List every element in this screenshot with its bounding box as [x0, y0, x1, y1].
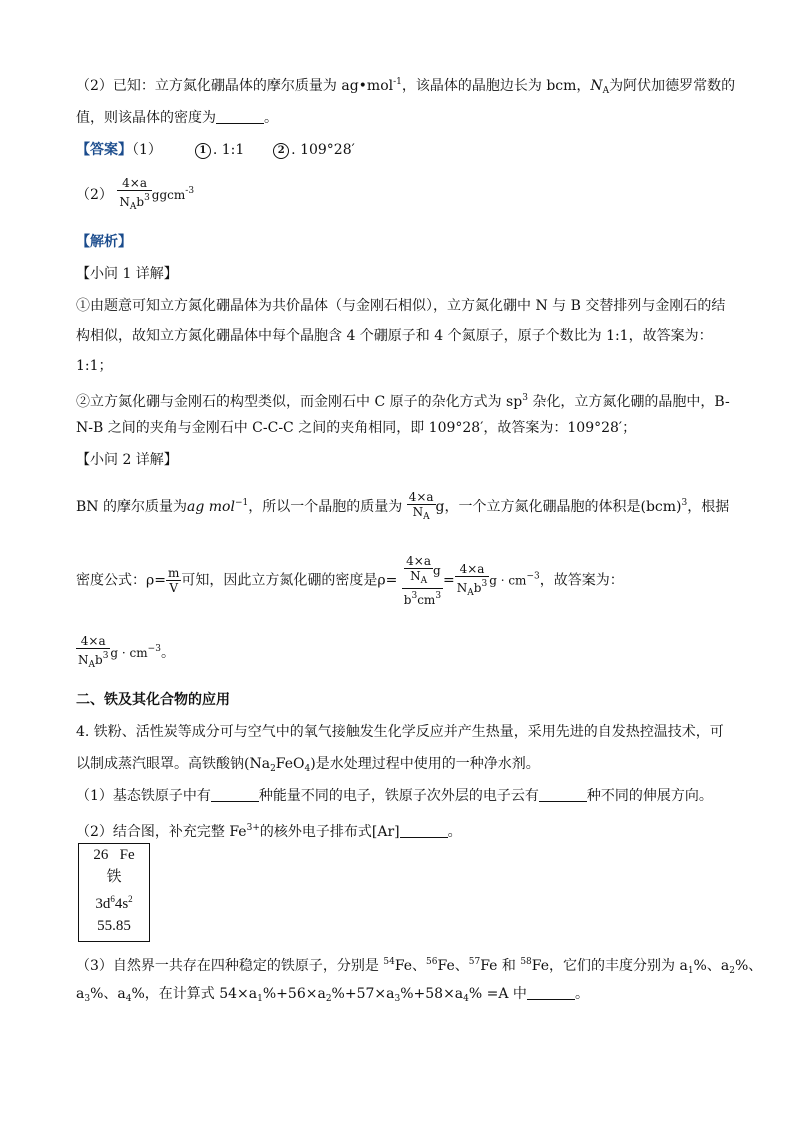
p3-text-d: ，根据 — [687, 499, 730, 515]
answer-part1: （1） — [132, 142, 162, 158]
q4-3-e: Fe，它们的丰度分别为 a — [531, 958, 688, 974]
p3-den-sub: A — [423, 512, 430, 522]
q4-l2-sub1: 2 — [270, 764, 276, 774]
isotope-54: 54 — [383, 957, 395, 967]
p3-text-b: ，所以一个晶胞的质量为 — [248, 499, 403, 515]
p4-big-den-cm-sup: 3 — [435, 591, 442, 601]
answer-blank-4[interactable] — [527, 985, 575, 1000]
q4-1-a: （1）基态铁原子中有 — [76, 788, 211, 804]
answer-fraction — [117, 176, 151, 214]
p3-frac-den — [407, 505, 436, 524]
q4-l2-b: FeO — [275, 756, 305, 772]
p5-unit: g · cm — [110, 646, 148, 660]
atomic-mass: 55.85 — [97, 918, 131, 934]
element-card-iron — [78, 843, 150, 942]
na-symbol: N — [590, 78, 603, 94]
answer-blank-1[interactable] — [211, 787, 259, 802]
p4-r-num: 4×a — [455, 562, 489, 577]
element-name: 铁 — [106, 869, 122, 885]
p3-sup: 3 — [681, 498, 688, 508]
q2-line2-text: 值，则该晶体的密度为 — [76, 110, 216, 126]
q4-3-a: （3）自然界一共存在四种稳定的铁原子，分别是 — [76, 958, 384, 974]
p3-frac-num: 4×a — [408, 490, 434, 504]
p4-inner-den-sub: A — [420, 576, 428, 586]
p5-den-n: N — [78, 653, 89, 667]
q4-l2-a: 以制成蒸汽眼罩。高铁酸钠(Na — [76, 756, 271, 772]
analysis-label: 【解析】 — [76, 234, 132, 250]
p4-big-num — [402, 554, 443, 589]
q4-part-3-line-2 — [76, 984, 589, 1009]
atomic-number: 26 — [93, 847, 109, 863]
q4-line-2 — [76, 754, 540, 779]
q4-4-e: %+57×a — [331, 986, 395, 1002]
p3-den-n: N — [412, 505, 424, 519]
config-3d: 3d — [95, 896, 111, 912]
p4-text-c: ，故答案为： — [539, 572, 624, 589]
p5-den-sub: A — [88, 660, 95, 670]
sub2-title: 【小问 2 详解】 — [76, 452, 178, 468]
p5-fraction — [76, 634, 110, 672]
answer-value-1: . 1:1 — [212, 142, 245, 158]
p4-rho: ρ= — [377, 572, 398, 589]
p4-inner-frac — [404, 554, 433, 588]
q4-3-b: Fe、 — [394, 958, 427, 974]
config-4s: 4s — [114, 896, 129, 912]
q4-part-3 — [76, 952, 762, 981]
p4-unit: g · cm — [489, 573, 527, 588]
na-sub: A — [602, 86, 610, 96]
p4-big-den-sup: 3 — [411, 591, 418, 601]
p5-end: 。 — [160, 645, 175, 661]
element-symbol: Fe — [119, 847, 135, 863]
p5-den-sup: 3 — [102, 651, 109, 661]
p4-result-fraction — [455, 562, 489, 600]
q4-4-g: % =A 中 — [468, 986, 527, 1002]
p4-line — [76, 554, 624, 607]
p3-text-a: BN 的摩尔质量为 — [76, 499, 187, 515]
config-sup-1: 6 — [110, 894, 115, 904]
q2-text-c: 为阿伏加德罗常数的 — [609, 78, 736, 94]
q4-3-c: Fe、 — [437, 958, 469, 974]
p3-g: g — [435, 499, 445, 515]
p4-unit-sup: −3 — [526, 571, 540, 582]
p4-r-den-sub: A — [467, 587, 474, 598]
circled-number-1: 1 — [195, 143, 211, 159]
unit-g: g — [151, 188, 160, 202]
den-sup: 3 — [144, 193, 150, 203]
unit-sup: -3 — [185, 186, 195, 196]
answer-blank[interactable] — [216, 109, 264, 124]
p4-inner-den-n: N — [410, 569, 421, 583]
q4-part-2 — [76, 818, 462, 842]
p3-mol-sup: −1 — [234, 498, 249, 508]
q4-4-d: %+56×a — [262, 986, 326, 1002]
p3-text-c: ，一个立方氮化硼晶胞的体积是(bcm) — [444, 499, 682, 515]
p4-r-den-n: N — [456, 580, 468, 595]
p4-inner-den — [404, 569, 433, 588]
p4-text-b: 可知，因此立方氮化硼的密度是 — [181, 572, 378, 589]
p4-text-a: 密度公式：ρ= — [76, 572, 166, 589]
isotope-56: 56 — [426, 957, 438, 967]
p4-mv-fraction — [166, 566, 181, 595]
den-n: N — [119, 195, 130, 209]
p1-line-3: 1:1； — [76, 358, 113, 374]
p5-num: 4×a — [76, 634, 110, 649]
p4-big-den — [402, 589, 443, 607]
p5-unit-sup: −3 — [147, 644, 161, 654]
q4-1-b: 种能量不同的电子，铁原子次外层的电子云有 — [258, 788, 539, 804]
p4-v: V — [169, 581, 178, 595]
question-2-line-1 — [76, 72, 735, 101]
p5-den-b: b — [95, 653, 103, 667]
p2-sup: 3 — [522, 393, 528, 403]
p3-mol: mol — [208, 499, 235, 515]
q4-4-sub8: 4 — [463, 994, 469, 1004]
isotope-58: 58 — [520, 957, 532, 967]
p4-r-den-b: b — [473, 580, 482, 595]
den-sub: A — [129, 202, 137, 212]
q4-3-d: Fe 和 — [480, 958, 521, 974]
q4-4-sub4: 4 — [125, 994, 132, 1004]
answer-line-2: （2） $\frac{4\times a}{N_Ab^3}$ ggcm$^{-3}$ — [76, 176, 195, 212]
q2-text-a: （2）已知：立方氮化硼晶体的摩尔质量为 ag•mol — [76, 78, 394, 94]
answer-value-2: . 109°28′ — [291, 142, 355, 158]
p4-big-den-b: b — [403, 593, 412, 607]
q4-4-sub6: 2 — [325, 994, 332, 1004]
answer-line-1 — [76, 140, 355, 160]
p5-den — [76, 649, 110, 672]
q4-line-1: 4. 铁粉、活性炭等成分可与空气中的氧气接触发生化学反应并产生热量，采用先进的自发热控温技术，可 — [76, 724, 724, 740]
p4-big-fraction — [402, 554, 443, 607]
sub1-title: 【小问 1 详解】 — [76, 266, 178, 282]
q4-4-h: 。 — [574, 986, 589, 1002]
p3-line — [76, 488, 729, 524]
p1-line-2: 构相似，故知立方氮化硼晶体中每个晶胞含 4 个硼原子和 4 个氮原子，原子个数比为 1:1，故答案为： — [76, 328, 713, 344]
p4-eq: = — [443, 572, 455, 589]
q4-2-c: 。 — [447, 824, 462, 840]
answer-blank-3[interactable] — [400, 823, 448, 838]
electron-config — [79, 888, 149, 915]
q4-4-f: %+58×a — [400, 986, 464, 1002]
p4-r-den — [455, 577, 489, 600]
q4-2-b: 的核外电子排布式[Ar] — [259, 824, 400, 840]
p1-line-1: ①由题意可知立方氮化硼晶体为共价晶体（与金刚石相似），立方氮化硼中 N 与 B 交替排列与金刚石的结 — [76, 298, 726, 314]
q4-2-a: （2）结合图，补充完整 Fe — [76, 824, 247, 840]
circled-number-2: 2 — [273, 143, 289, 159]
isotope-57: 57 — [468, 957, 481, 967]
q4-4-sub3: 3 — [84, 994, 91, 1004]
q4-3-sub2: 2 — [729, 966, 735, 976]
answer-part2: （2） — [76, 187, 113, 203]
den-b: b — [136, 195, 145, 209]
unit-cm: cm — [167, 188, 186, 202]
q2-text-b: ，该晶体的晶胞边长为 bcm， — [401, 78, 591, 94]
q4-l2-c: )是水处理过程中使用的一种净水剂。 — [310, 756, 540, 772]
q4-3-f: %、a — [693, 958, 730, 974]
q4-3-sub1: 1 — [687, 966, 694, 976]
fraction-numerator: 4×a — [117, 176, 151, 191]
q4-4-sub7: 3 — [394, 994, 401, 1004]
config-sup-2: 2 — [128, 894, 133, 904]
p4-big-g: g — [432, 563, 441, 578]
p4-r-den-sup: 3 — [481, 578, 488, 589]
p2-text-a: ②立方氮化硼与金刚石的构型类似，而金刚石中 C 原子的杂化方式为 sp — [76, 394, 523, 410]
p4-big-den-cm: cm — [417, 593, 436, 607]
answer-blank-2[interactable] — [539, 787, 587, 802]
p2-line-2: N-B 之间的夹角与金刚石中 C-C-C 之间的夹角相同，即 109°28′，故答案为：109°28′； — [76, 420, 637, 436]
element-header — [79, 844, 149, 866]
q4-4-a: a — [76, 986, 85, 1002]
p2-text-b: 杂化，立方氮化硼的晶胞中，B- — [527, 394, 730, 410]
q4-4-b: %、a — [90, 986, 126, 1002]
q4-1-c: 种不同的伸展方向。 — [586, 788, 713, 804]
section-2-heading: 二、铁及其化合物的应用 — [76, 692, 230, 708]
q2-sup: -1 — [393, 77, 402, 87]
q4-part-1 — [76, 786, 713, 806]
q4-4-c: %，在计算式 54×a — [131, 986, 258, 1002]
q4-l2-sub2: 4 — [304, 764, 311, 774]
p5-line — [76, 634, 175, 672]
fraction-denominator — [117, 191, 151, 214]
p2-line-1 — [76, 388, 730, 412]
question-2-line-2 — [76, 108, 278, 128]
q4-4-sub5: 1 — [257, 994, 263, 1004]
q4-2-sup: 3+ — [246, 823, 260, 833]
q2-line2-end: 。 — [264, 110, 278, 126]
p3-ag: ag — [187, 499, 205, 515]
p4-m: m — [167, 566, 180, 580]
answer-label: 【答案】 — [76, 142, 132, 158]
p4-inner-num: 4×a — [406, 554, 431, 568]
q4-3-g: %、 — [734, 958, 763, 974]
p3-fraction — [407, 490, 436, 524]
